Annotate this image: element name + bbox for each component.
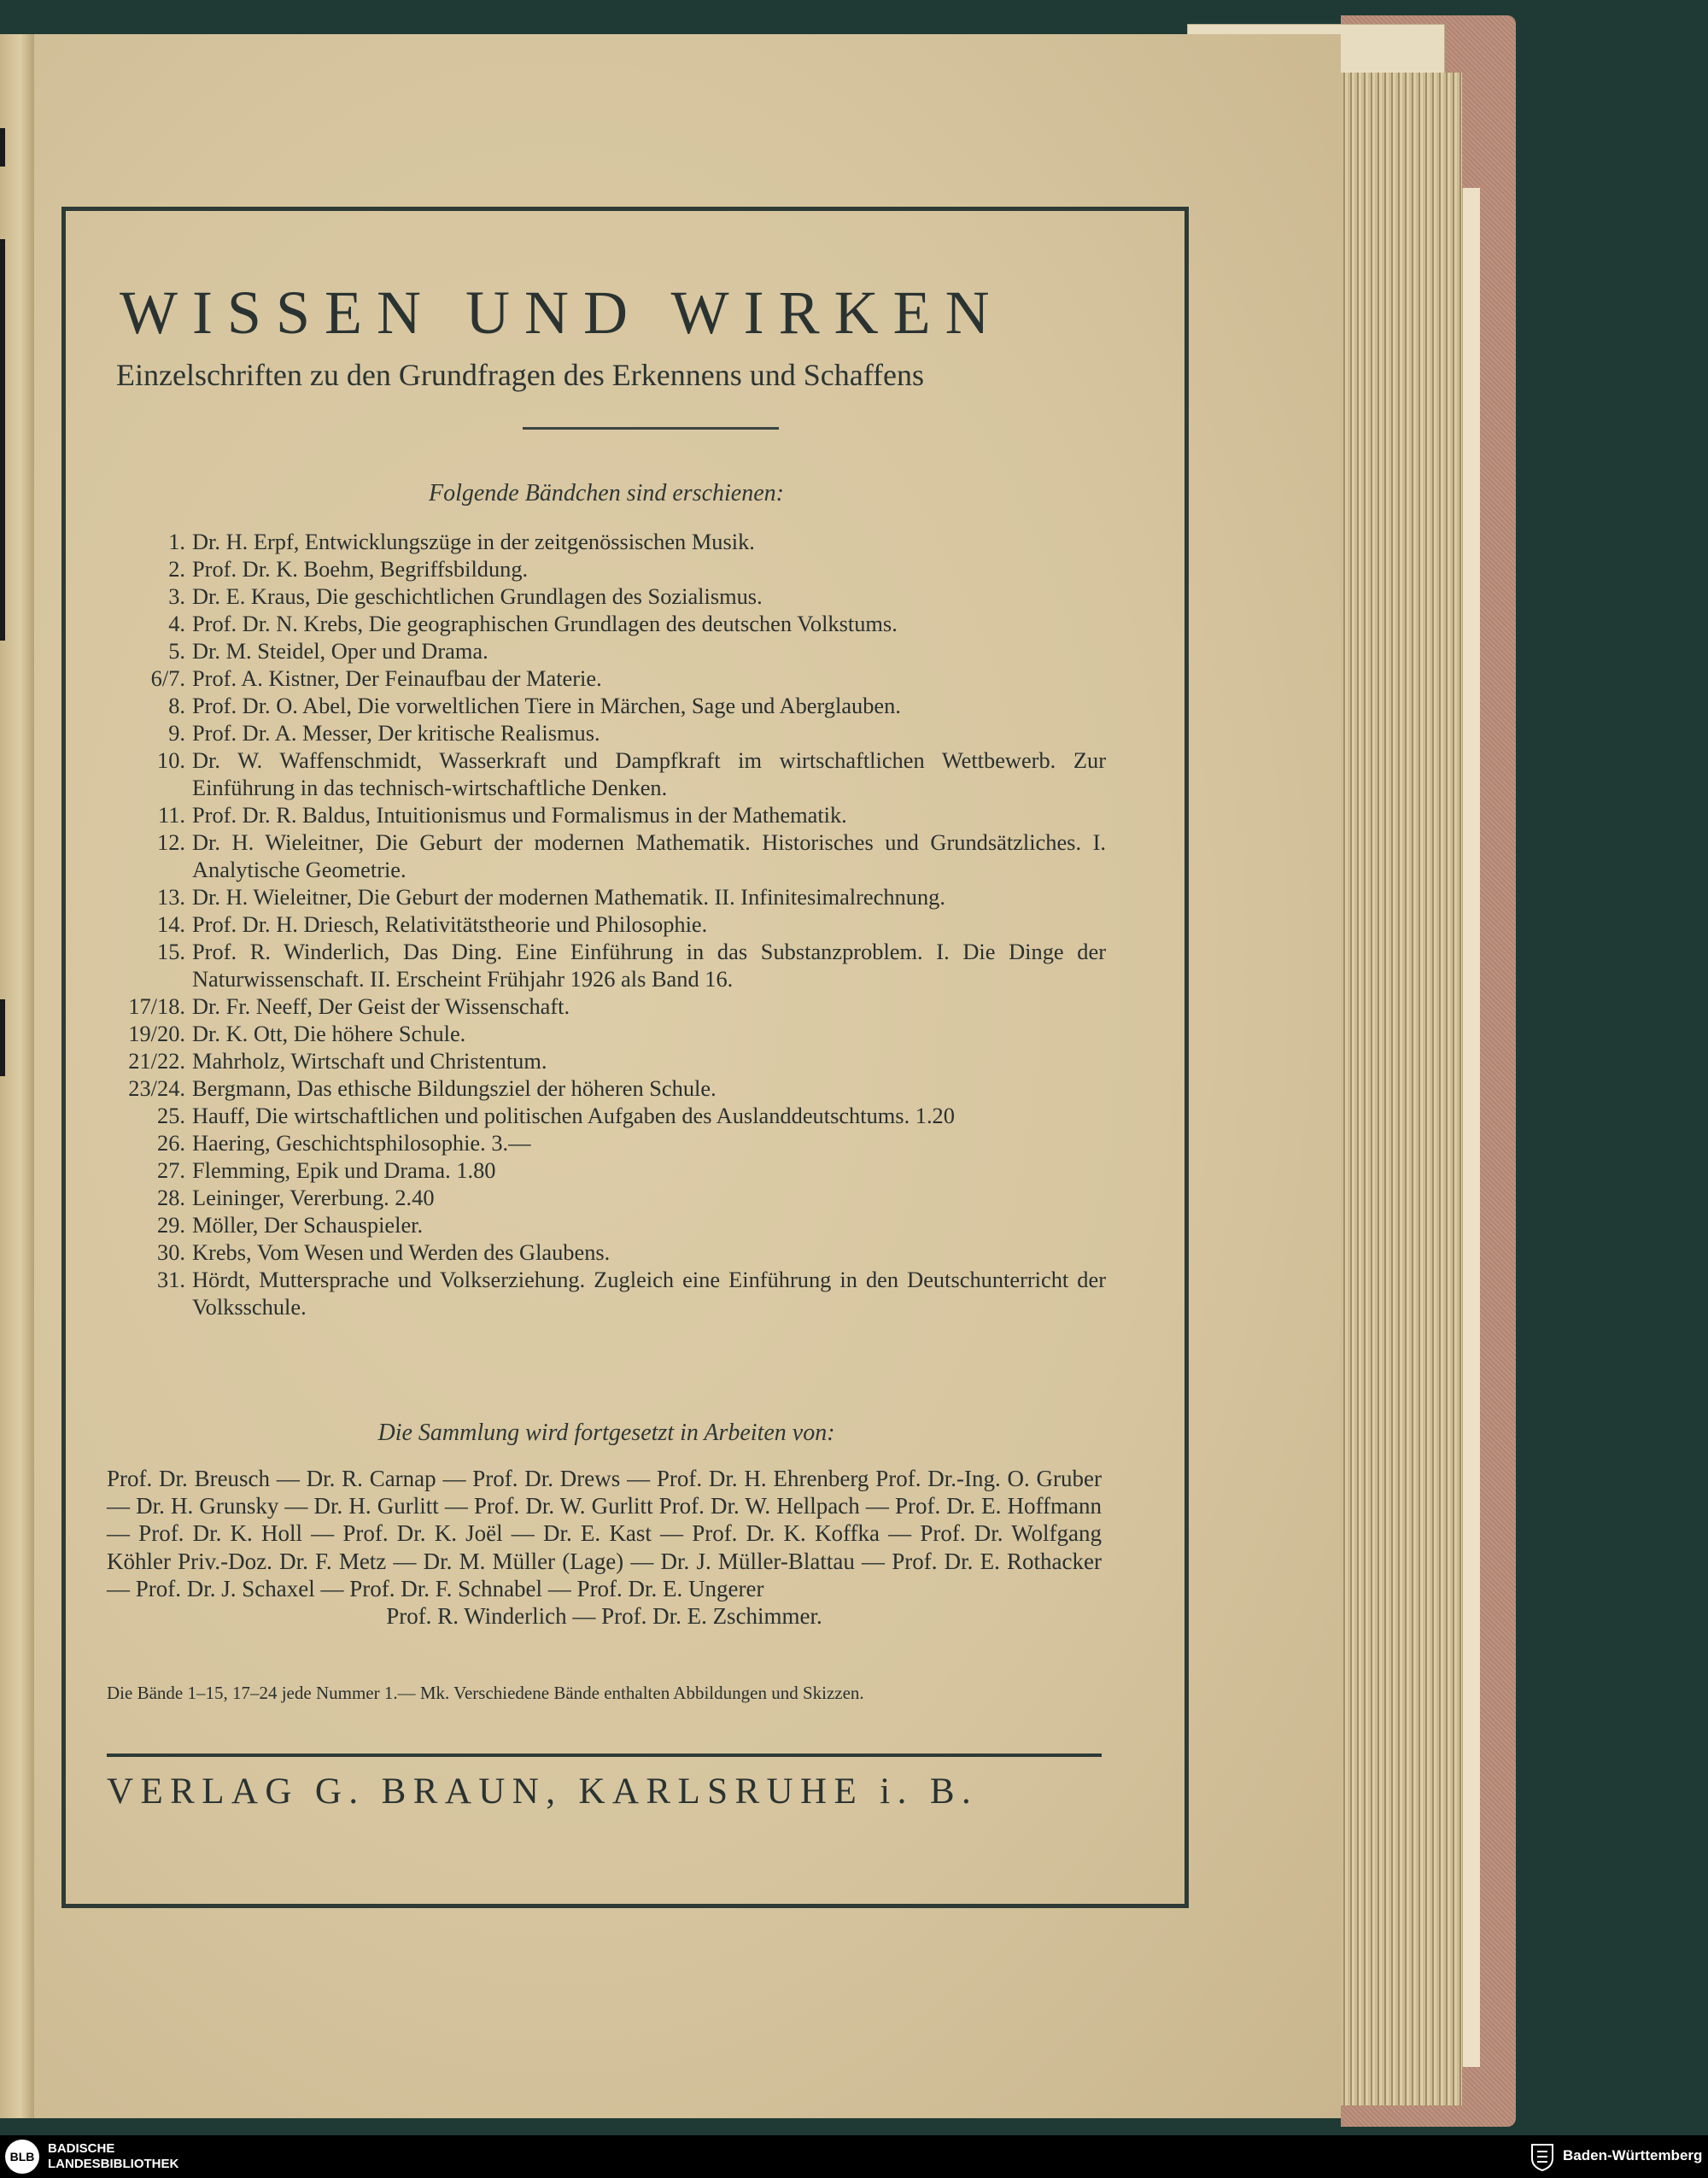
volume-entry [107,610,1106,637]
volume-number: 9. [168,720,185,746]
volume-number: 30. [157,1239,185,1265]
volume-number: 19/20. [128,1021,185,1046]
forthcoming-heading: Die Sammlung wird fortgesetzt in Arbeiten von: [377,1420,835,1446]
library-name-line2: LANDESBIBLIOTHEK [48,2157,179,2171]
library-name-line1: BADISCHE [48,2141,115,2156]
volume-text: Prof. Dr. K. Boehm, Begriffsbildung. [192,556,529,582]
volume-entry [107,828,1106,883]
page-edges [1334,73,1462,2105]
volume-number: 1. [168,529,185,554]
volume-text: Dr. M. Steidel, Oper und Drama. [192,638,488,664]
volume-text: Dr. H. Erpf, Entwicklungszüge in der zeitgenössischen Musik. [192,529,755,554]
left-page-edge [0,34,34,2118]
volume-number: 5. [168,638,185,664]
volume-number: 8. [168,693,185,718]
volume-entry [107,801,1106,828]
volume-entry [107,938,1106,992]
volume-entry [107,1129,1106,1156]
volume-text: Prof. Dr. N. Krebs, Die geographischen Grundlagen des deutschen Volkstums. [192,611,898,636]
volume-entry [107,1156,1106,1184]
volume-text: Dr. Fr. Neeff, Der Geist der Wissenschaft. [192,993,570,1019]
volume-entry [107,992,1106,1020]
volume-text: Bergmann, Das ethische Bildungsziel der höheren Schule. [192,1075,717,1101]
volume-number: 23/24. [128,1075,185,1101]
volume-entry [107,1020,1106,1047]
volume-text: Dr. W. Waffenschmidt, Wasserkraft und Dampfkraft im wirtschaftlichen Wettbewerb. Zur Einführung in das technisch-wirtschaftliche Denken. [192,747,1106,800]
volume-text: Leininger, Vererbung. 2.40 [192,1185,435,1210]
volume-entry [107,583,1106,610]
volume-entry [107,719,1106,746]
volume-entry [107,1184,1106,1211]
volume-entry [107,1074,1106,1102]
volume-number: 15. [157,939,185,964]
volume-entry [107,692,1106,719]
volume-number: 14. [157,911,185,937]
volume-entry [107,1238,1106,1266]
volume-text: Haering, Geschichtsphilosophie. 3.— [192,1130,531,1156]
volume-entry [107,1211,1106,1238]
library-name [48,2141,178,2172]
volume-number: 31. [157,1267,185,1292]
volume-text: Prof. Dr. R. Baldus, Intuitionismus und Formalismus in der Mathematik. [192,802,847,828]
volume-text: Möller, Der Schauspieler. [192,1212,424,1238]
volume-entry [107,883,1106,910]
volume-number: 25. [157,1103,185,1128]
volume-text: Prof. Dr. O. Abel, Die vorweltlichen Tiere in Märchen, Sage und Aberglauben. [192,693,901,718]
state-name: Baden-Württemberg [1563,2147,1703,2163]
volume-number: 11. [157,802,185,828]
publisher-line: VERLAG G. BRAUN, KARLSRUHE i. B. [107,1771,979,1812]
volume-text: Flemming, Epik und Drama. 1.80 [192,1157,496,1183]
volume-text: Dr. E. Kraus, Die geschichtlichen Grundlagen des Sozialismus. [192,583,763,609]
authors-last-line: Prof. R. Winderlich — Prof. Dr. E. Zschimmer. [386,1603,822,1630]
volume-entry [107,910,1106,938]
volume-entry [107,665,1106,692]
volume-number: 29. [157,1212,185,1238]
volume-entry [107,528,1106,555]
volume-list [107,528,1106,1320]
volume-text: Dr. K. Ott, Die höhere Schule. [192,1021,466,1046]
volume-number: 2. [168,556,185,582]
volume-number: 13. [157,884,185,910]
volume-number: 28. [157,1185,185,1210]
volume-entry [107,1102,1106,1129]
volume-number: 17/18. [128,993,185,1019]
volume-text: Hördt, Muttersprache und Volkserziehung. Zugleich eine Einführung in den Deutschunterricht der Volksschule. [192,1267,1106,1320]
volume-number: 4. [168,611,185,636]
volume-text: Mahrholz, Wirtschaft und Christentum. [192,1048,547,1074]
volume-text: Krebs, Vom Wesen und Werden des Glaubens. [192,1239,611,1265]
price-note: Die Bände 1–15, 17–24 jede Nummer 1.— Mk. Verschiedene Bände enthalten Abbildungen und Skizzen. [107,1683,864,1703]
volume-entry [107,1047,1106,1074]
volume-text: Hauff, Die wirtschaftlichen und politischen Aufgaben des Auslanddeutschtums. 1.20 [192,1103,955,1128]
volume-number: 3. [168,583,185,609]
volume-number: 10. [157,747,185,773]
lion-crest-icon [1529,2141,1556,2172]
volume-entry [107,746,1106,801]
volume-text: Dr. H. Wieleitner, Die Geburt der modernen Mathematik. Historisches und Grundsätzliches. I. Analytische Geometrie. [192,829,1106,882]
volume-number: 26. [157,1130,185,1156]
volume-entry [107,555,1106,583]
authors-text: Prof. Dr. Breusch — Dr. R. Carnap — Prof. Dr. Drews — Prof. Dr. H. Ehrenberg Prof. Dr.-Ing. O. Gruber — Dr. H. Grunsky — Dr. H. Gurlitt — Prof. Dr. W. Gurlitt Prof. Dr. W. Hellpach — Prof. Dr. E. Hoffmann — Prof. Dr. K. Holl — Prof. Dr. K. Joël — Dr. E. Kast — Prof. Dr. K. Koffka — Prof. Dr. Wolfgang Köhler Priv.-Doz. Dr. F. Metz — Dr. M. Müller (Lage) — Dr. J. Müller-Blattau — Prof. Dr. E. Rothacker — Prof. Dr. J. Schaxel — Prof. Dr. F. Schnabel — Prof. Dr. E. Ungerer [107,1466,1102,1601]
blb-logo[interactable]: BLB [5,2140,39,2174]
volume-number: 6/7. [150,665,185,691]
volume-text: Prof. Dr. A. Messer, Der kritische Realismus. [192,720,600,746]
volume-text: Prof. A. Kistner, Der Feinaufbau der Materie. [192,665,602,691]
volume-text: Dr. H. Wieleitner, Die Geburt der modernen Mathematik. II. Infinitesimalrechnung. [192,884,945,910]
volume-entry [107,1266,1106,1320]
volume-number: 12. [157,829,185,855]
published-heading: Folgende Bändchen sind erschienen: [429,480,784,506]
volume-entry [107,637,1106,665]
loose-sheet-edge [1462,188,1480,2067]
divider-rule [523,427,779,430]
volume-number: 27. [157,1157,185,1183]
volume-text: Prof. R. Winderlich, Das Ding. Eine Einführung in das Substanzproblem. I. Die Dinge der Naturwissenschaft. II. Erscheint Frühjahr 1926 als Band 16. [192,939,1106,992]
volume-number: 21/22. [128,1048,185,1074]
publisher-rule [107,1754,1102,1757]
volume-text: Prof. Dr. H. Driesch, Relativitätstheorie und Philosophie. [192,911,708,937]
series-subtitle: Einzelschriften zu den Grundfragen des Erkennens und Schaffens [116,358,925,392]
forthcoming-authors [107,1465,1102,1630]
footer-bar [0,2135,1708,2178]
series-title: WISSEN UND WIRKEN [120,278,1004,347]
